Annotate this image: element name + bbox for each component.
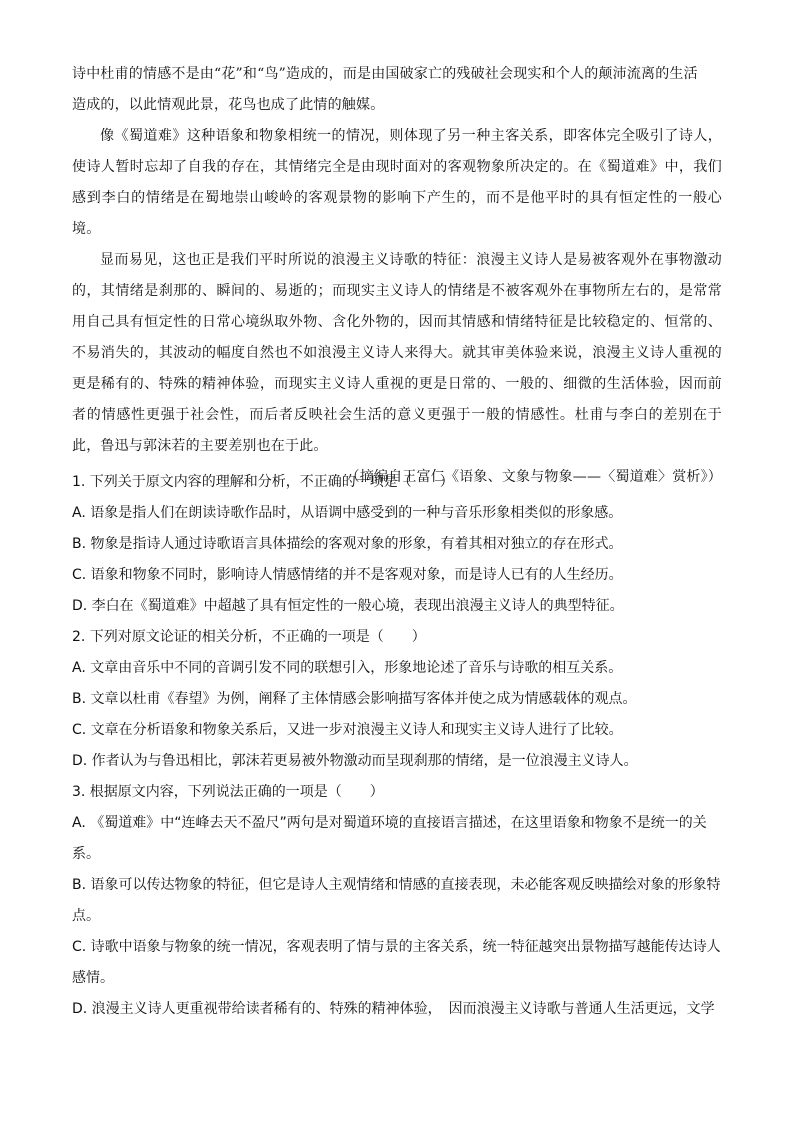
question-3-option-a: A. 《蜀道难》中“连峰去天不盈尺”两句是对蜀道环境的直接语言描述，在这里语象和物象不是统一的关系。	[72, 815, 707, 862]
question-2-option-d: D. 作者认为与鲁迅相比，郭沫若更易被外物激动而呈现刹那的情绪，是一位浪漫主义诗人。	[72, 753, 638, 769]
question-2-option-c: C. 文章在分析语象和物象关系后，又进一步对浪漫主义诗人和现实主义诗人进行了比较。	[72, 722, 623, 738]
question-3-option-c: C. 诗歌中语象与物象的统一情况，客观表明了情与景的主客关系，统一特征越突出景物描写越能传达诗人感情。	[72, 939, 721, 986]
question-3-option-b: B. 语象可以传达物象的特征，但它是诗人主观情绪和情感的直接表现，未必能客观反映描绘对象的形象特点。	[72, 877, 721, 924]
question-2-stem: 2. 下列对原文论证的相关分析，不正确的一项是（ ）	[72, 629, 426, 645]
passage-paragraph-1-line-2: 造成的，以此情观此景，花鸟也成了此情的触媒。	[72, 97, 385, 113]
passage-paragraph-2: 像《蜀道难》这种语象和物象相统一的情况，则体现了另一种主客关系，即客体完全吸引了诗人，使诗人暂时忘却了自我的存在，其情绪完全是由现时面对的客观物象所决定的。在《蜀道难》中，我们感到李白的情绪是在蜀地崇山峻岭的客观景物的影响下产生的，而不是他平时的具有恒定性的一般心境。	[72, 128, 722, 237]
passage-source-citation: （摘编自王富仁《语象、文象与物象——〈蜀道难〉赏析》）	[345, 469, 722, 485]
question-3-option-d: D. 浪漫主义诗人更重视带给读者稀有的、特殊的精神体验， 因而浪漫主义诗歌与普通人生活更远，文学	[72, 1001, 715, 1017]
question-2-option-b: B. 文章以杜甫《春望》为例，阐释了主体情感会影响描写客体并使之成为情感载体的观点。	[72, 691, 637, 707]
passage-paragraph-3: 显而易见，这也正是我们平时所说的浪漫主义诗歌的特征：浪漫主义诗人是易被客观外在事物激动的，其情绪是刹那的、瞬间的、易逝的；而现实主义诗人的情绪是不被客观外在事物所左右的，是常常用自己具有恒定性的日常心境纵取外物、含化外物的，因而其情感和情绪特征是比较稳定的、恒常的、不易消失的，其波动的幅度自然也不如浪漫主义诗人来得大。就其审美体验来说，浪漫主义诗人重视的更是稀有的、特殊的精神体验，而现实主义诗人重视的更是日常的、一般的、细微的生活体验，因而前者的情感性更强于社会性，而后者反映社会生活的意义更强于一般的情感性。杜甫与李白的差别在于此，鲁迅与郭沫若的主要差别也在于此。	[72, 252, 722, 454]
reading-passage	[72, 59, 722, 493]
question-1-stem: 1. 下列关于原文内容的理解和分析，不正确的一项是（ ）	[72, 474, 454, 490]
question-3-stem: 3. 根据原文内容，下列说法正确的一项是（ ）	[72, 784, 384, 800]
question-1-option-b: B. 物象是指诗人通过诗歌语言具体描绘的客观对象的形象，有着其相对独立的存在形式。	[72, 536, 623, 552]
question-1-option-c: C. 语象和物象不同时，影响诗人情感情绪的并不是客观对象，而是诗人已有的人生经历。	[72, 567, 623, 583]
question-1-option-a: A. 语象是指人们在朗读诗歌作品时，从语调中感受到的一种与音乐形象相类似的形象感。	[72, 505, 623, 521]
question-section	[72, 467, 722, 1025]
question-1-option-d: D. 李白在《蜀道难》中超越了具有恒定性的一般心境，表现出浪漫主义诗人的典型特征。	[72, 598, 624, 614]
question-2-option-a: A. 文章由音乐中不同的音调引发不同的联想引入，形象地论述了音乐与诗歌的相互关系。	[72, 660, 623, 676]
passage-paragraph-1-line-1: 诗中杜甫的情感不是由“花”和“鸟”造成的，而是由国破家亡的残破社会现实和个人的颠沛流离的生活	[72, 66, 698, 82]
